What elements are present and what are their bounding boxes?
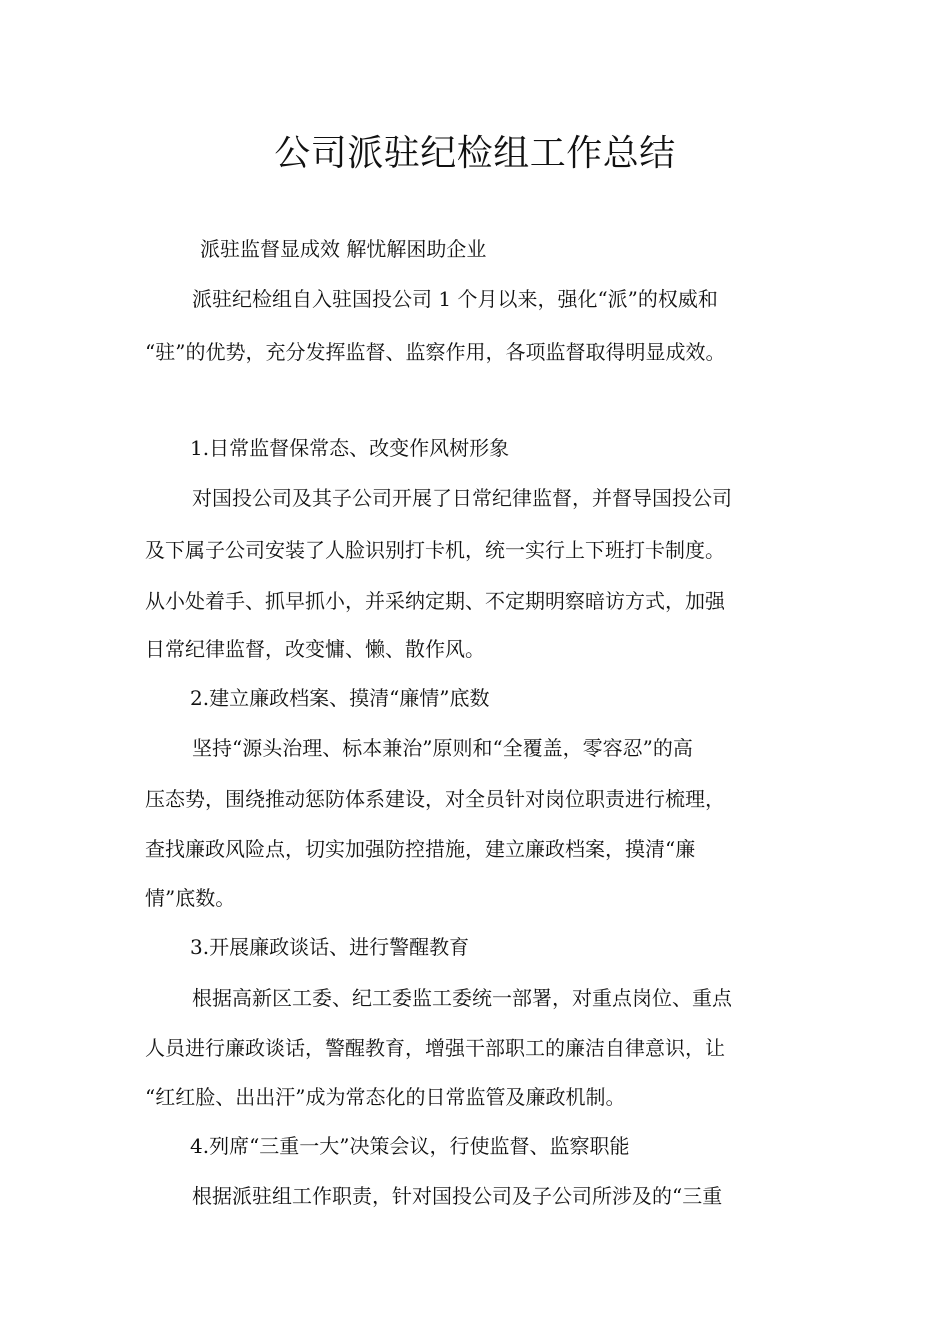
section-heading: 3.开展廉政谈话、进行警醒教育 [190,935,470,959]
paragraph-line: “驻”的优势，充分发挥监督、监察作用，各项监督取得明显成效。 [145,340,726,364]
section-heading: 4.列席“三重一大”决策会议，行使监督、监察职能 [190,1134,630,1158]
paragraph-line: 日常纪律监督，改变慵、懒、散作风。 [145,637,485,661]
paragraph-line: 根据派驻组工作职责，针对国投公司及子公司所涉及的“三重 [192,1184,723,1208]
paragraph-line: 情”底数。 [145,886,236,910]
paragraph-line: 压态势，围绕推动惩防体系建设，对全员针对岗位职责进行梳理， [145,787,725,811]
section-heading: 2.建立廉政档案、摸清“廉情”底数 [190,686,490,710]
section-heading: 1.日常监督保常态、改变作风树形象 [190,436,510,460]
paragraph-line: 人员进行廉政谈话，警醒教育，增强干部职工的廉洁自律意识，让 [145,1036,725,1060]
paragraph-line: 从小处着手、抓早抓小，并采纳定期、不定期明察暗访方式，加强 [145,589,725,613]
document-subtitle: 派驻监督显成效 解忧解困助企业 [200,237,487,261]
document-title: 公司派驻纪检组工作总结 [274,133,676,174]
paragraph-line: 坚持“源头治理、标本兼治”原则和“全覆盖，零容忍”的高 [192,736,693,760]
paragraph-line: “红红脸、出出汗”成为常态化的日常监管及廉政机制。 [145,1085,626,1109]
paragraph-line: 及下属子公司安装了人脸识别打卡机，统一实行上下班打卡制度。 [145,538,725,562]
paragraph-line: 查找廉政风险点，切实加强防控措施，建立廉政档案，摸清“廉 [145,837,696,861]
paragraph-line: 派驻纪检组自入驻国投公司 1 个月以来，强化“派”的权威和 [192,287,718,311]
paragraph-line: 对国投公司及其子公司开展了日常纪律监督，并督导国投公司 [192,486,732,510]
paragraph-line: 根据高新区工委、纪工委监工委统一部署，对重点岗位、重点 [192,986,732,1010]
